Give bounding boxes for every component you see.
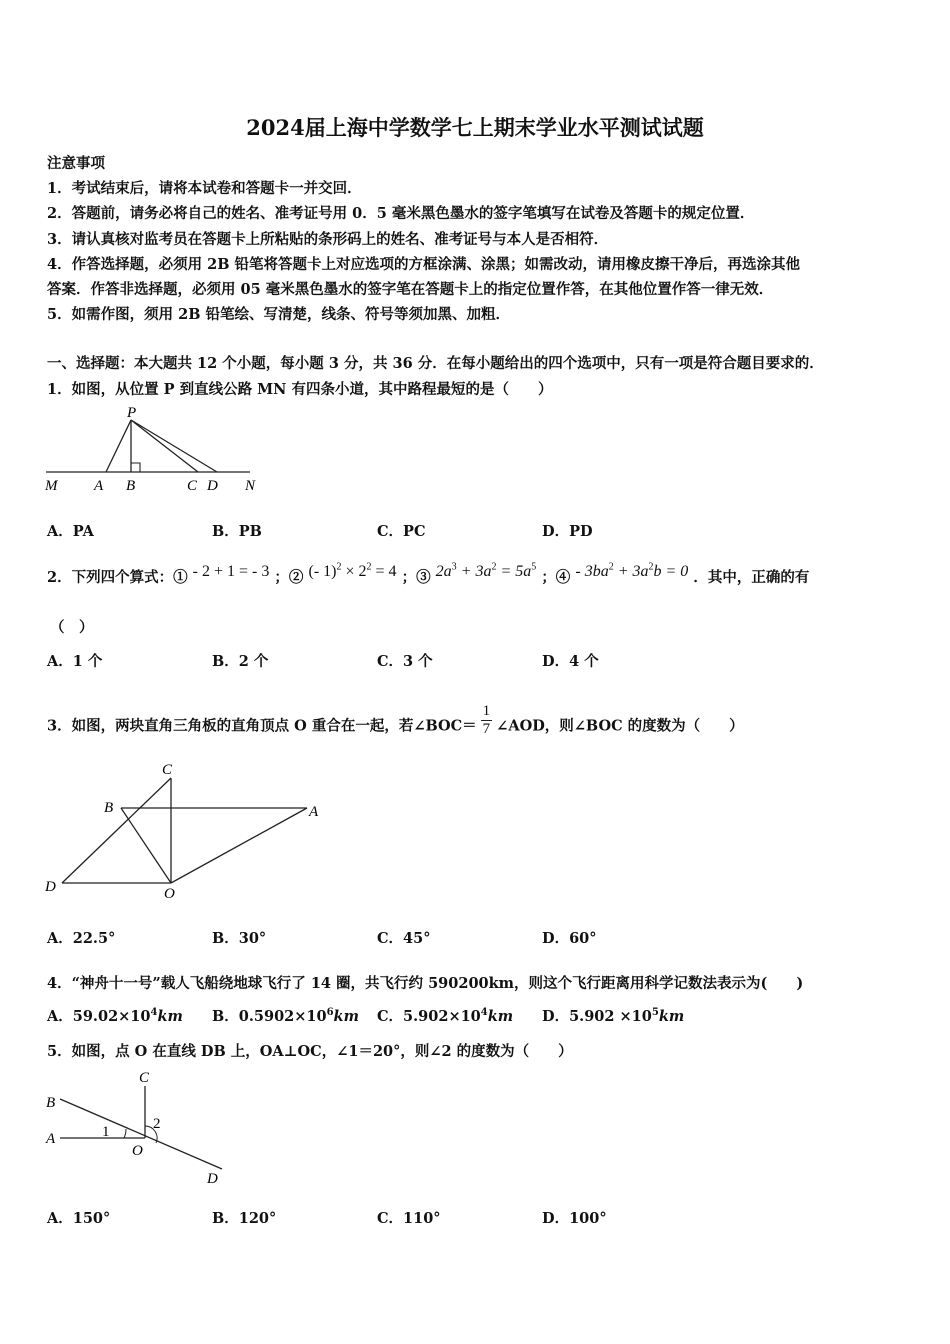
q4-c-unit: km: [487, 1008, 514, 1025]
q2-f3-e1: 3: [451, 561, 457, 573]
q2-sep-1: ；②: [274, 569, 304, 586]
q2-f4-a: - 3ba: [575, 563, 609, 580]
q5-figure: [42, 1066, 242, 1191]
q4-stem: 4．“神舟十一号”载人飞船绕地球飞行了 14 圈，共飞行约 590200km，则这个飞行距离用科学记数法表示为( ): [47, 975, 804, 992]
note-4-line1: 4．作答选择题，必须用 2B 铅笔将答题卡上对应选项的方框涂满、涂黑；如需改动，请用橡皮擦干净后，再选涂其他: [47, 256, 801, 273]
q2-stem: [47, 561, 810, 587]
q4-option-d[interactable]: [542, 1005, 684, 1026]
q5-label-o: O: [132, 1143, 143, 1159]
q5-label-d: D: [207, 1171, 218, 1187]
q2-option-a[interactable]: A．1 个: [47, 653, 103, 670]
q3-fraction: [481, 703, 493, 738]
q2-f2-e2: 2: [366, 561, 372, 573]
q4-a-label: A．59.02×10: [47, 1008, 151, 1025]
q2-paren: （ ）: [50, 619, 94, 636]
q4-c-exp: 4: [480, 1007, 488, 1019]
q1-figure: [42, 402, 282, 502]
q1-label-a: A: [94, 478, 104, 494]
q5-option-d[interactable]: D．100°: [542, 1210, 607, 1227]
q5-angle-2: 2: [153, 1116, 161, 1132]
note-3: 3．请认真核对监考员在答题卡上所粘贴的条形码上的姓名、准考证号与本人是否相符．: [47, 231, 609, 248]
q4-b-exp: 6: [326, 1007, 334, 1019]
q2-f2-b: × 2: [341, 563, 367, 580]
q2-f2-a: (- 1): [308, 563, 337, 580]
q2-f3-e2: 2: [491, 561, 497, 573]
q4-d-exp: 5: [651, 1007, 659, 1019]
q2-formula-4: [575, 563, 688, 580]
q4-b-unit: km: [333, 1008, 359, 1025]
q3-stem-b: ∠AOD，则∠BOC 的度数为（ ）: [496, 717, 744, 735]
q5-label-a: A: [46, 1131, 56, 1147]
q5-option-c[interactable]: C．110°: [377, 1210, 441, 1227]
q3-stem-a: 3．如图，两块直角三角板的直角顶点 O 重合在一起，若∠BOC＝: [47, 717, 477, 735]
q3-option-b[interactable]: B．30°: [212, 930, 267, 947]
q3-label-o: O: [164, 886, 175, 902]
q3-option-a[interactable]: A．22.5°: [47, 930, 116, 947]
q4-b-label: B．0.5902×10: [212, 1008, 327, 1025]
q2-f3-e3: 5: [531, 561, 537, 573]
q1-label-b: B: [126, 478, 136, 494]
section-heading: 一、选择题：本大题共 12 个小题，每小题 3 分，共 36 分．在每小题给出的四个选项中，只有一项是符合题目要求的．: [47, 355, 824, 372]
q5-label-c: C: [139, 1070, 150, 1086]
q5-label-b: B: [46, 1095, 56, 1111]
q2-suffix: ．其中，正确的有: [693, 569, 810, 586]
note-5: 5．如需作图，须用 2B 铅笔绘、写清楚，线条、符号等须加黑、加粗．: [47, 306, 511, 323]
q1-label-m: M: [45, 478, 58, 494]
q4-d-label: D．5.902 ×10: [542, 1008, 652, 1025]
q2-prefix: 2．下列四个算式：①: [47, 569, 188, 586]
q2-option-d[interactable]: D．4 个: [542, 653, 599, 670]
q2-formula-2: [308, 563, 396, 580]
q1-stem: 1．如图，从位置 P 到直线公路 MN 有四条小道，其中路程最短的是（ ）: [47, 381, 553, 398]
q5-angle-1: 1: [102, 1124, 110, 1140]
q3-stem: [47, 703, 744, 744]
q2-f3-c: = 5a: [496, 563, 532, 580]
q1-label-c: C: [187, 478, 198, 494]
notes-heading: 注意事项: [47, 155, 105, 172]
q3-option-d[interactable]: D．60°: [542, 930, 597, 947]
q2-f2-c: = 4: [371, 563, 397, 580]
q2-f2-e1: 2: [336, 561, 342, 573]
q2-sep-3: ；④: [541, 569, 571, 586]
q2-f4-b: + 3a: [613, 563, 649, 580]
q4-a-unit: km: [157, 1008, 183, 1025]
q4-a-exp: 4: [150, 1007, 158, 1019]
q1-label-n: N: [245, 478, 256, 494]
q4-option-b[interactable]: [212, 1005, 359, 1026]
q2-f4-e1: 2: [608, 561, 614, 573]
q2-formula-3: [436, 563, 537, 580]
q3-label-d: D: [45, 879, 56, 895]
q1-option-d[interactable]: D．PD: [542, 523, 593, 540]
q5-option-b[interactable]: B．120°: [212, 1210, 277, 1227]
q1-option-b[interactable]: B．PB: [212, 523, 262, 540]
q3-figure: [42, 760, 332, 905]
q3-label-c: C: [162, 762, 173, 778]
q3-frac-num: 1: [482, 703, 491, 719]
q1-option-a[interactable]: A．PA: [47, 523, 94, 540]
q2-option-b[interactable]: B．2 个: [212, 653, 269, 670]
q2-f4-e2: 2: [648, 561, 654, 573]
q1-label-p: P: [127, 405, 137, 421]
q3-label-b: B: [104, 800, 114, 816]
q2-f3-a: 2a: [435, 563, 452, 580]
q1-option-c[interactable]: C．PC: [377, 523, 426, 540]
note-4-line2: 答案．作答非选择题，必须用 05 毫米黑色墨水的签字笔在答题卡上的指定位置作答，在其他位置作答一律无效．: [47, 281, 774, 298]
q4-d-unit: km: [658, 1008, 685, 1025]
q4-option-c[interactable]: [377, 1005, 513, 1026]
q3-label-a: A: [309, 804, 319, 820]
q1-label-d: D: [207, 478, 218, 494]
q4-c-label: C．5.902×10: [377, 1008, 481, 1025]
q3-option-c[interactable]: C．45°: [377, 930, 431, 947]
q4-option-a[interactable]: [47, 1005, 183, 1026]
q2-formula-1-text: - 2 + 1 = - 3: [192, 563, 270, 580]
note-2: 2．答题前，请务必将自己的姓名、准考证号用 0．5 毫米黑色墨水的签字笔填写在试卷及答题卡的规定位置．: [47, 205, 755, 222]
q2-formula-1: [193, 563, 270, 580]
q2-f3-b: + 3a: [456, 563, 492, 580]
q2-f4-c: b = 0: [653, 563, 689, 580]
q5-option-a[interactable]: A．150°: [47, 1210, 111, 1227]
note-1: 1．考试结束后，请将本试卷和答题卡一并交回．: [47, 180, 362, 197]
q2-sep-2: ；③: [401, 569, 431, 586]
page-title: 2024届上海中学数学七上期末学业水平测试试题: [246, 115, 704, 140]
q2-option-c[interactable]: C．3 个: [377, 653, 433, 670]
q3-frac-den: 7: [482, 721, 491, 737]
q5-stem: 5．如图，点 O 在直线 DB 上，OA⊥OC，∠1＝20°，则∠2 的度数为（ ）: [47, 1043, 573, 1060]
